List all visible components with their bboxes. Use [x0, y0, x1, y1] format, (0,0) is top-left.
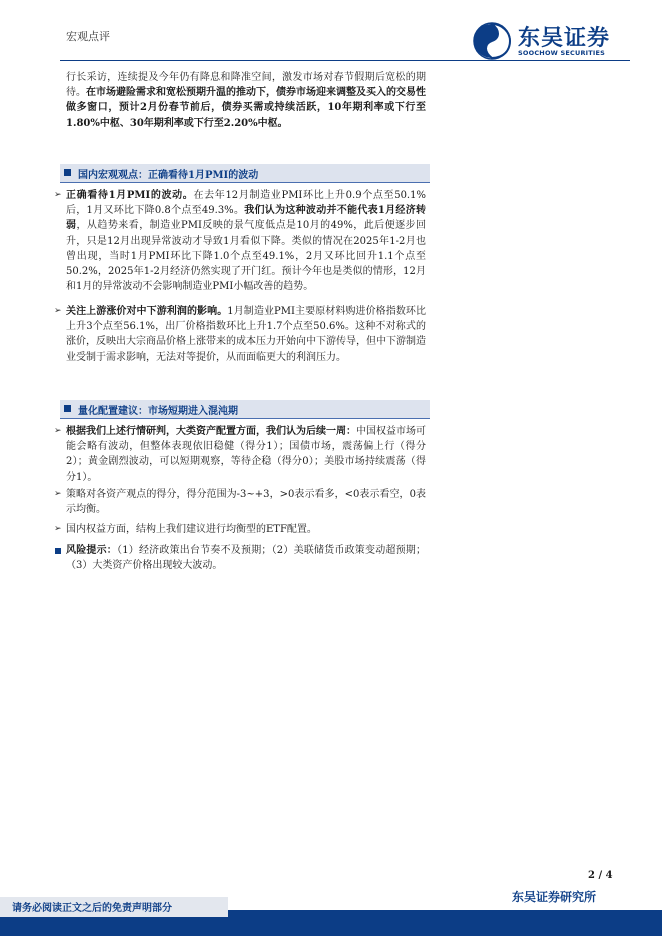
report-category: 宏观点评: [66, 30, 110, 43]
risk-note: [66, 543, 426, 573]
risk-text: （1）经济政策出台节奏不及预期；（2）美联储货币政策变动超预期；（3）大类资产价格出现较大波动。: [66, 545, 426, 572]
item-text: 在去年12月制造业PMI环比上升0.9个点至50.1%后，1月又环比下降0.8个点至49.3%。: [66, 190, 426, 217]
brand-logo: [472, 22, 622, 60]
risk-label: 风险提示：: [66, 545, 118, 556]
chevron-arrow-icon: ➢: [54, 306, 62, 316]
research-institute-name: 东吴证券研究所: [512, 890, 597, 904]
intro-bold-text: 在市场避险需求和宽松预期升温的推动下，债券市场迎来调整及买入的交易性做多窗口，预计2月份春节前后，债券买需或持续活跃，10年期利率或下行至1.80%中枢、30年期利率或下行至2.20%中枢。: [66, 87, 426, 129]
header-divider: [60, 60, 630, 61]
item-bold-text: 我们认为这种波动并不能代表1月经济转弱: [66, 205, 426, 232]
item-lead: 根据我们上述行情研判，大类资产配置方面，我们认为后续一周：: [66, 426, 356, 437]
list-item: [66, 188, 426, 294]
list-item: 国内权益方面，结构上我们建议进行均衡型的ETF配置。: [66, 524, 317, 535]
section-square-icon: [64, 405, 71, 412]
list-item: [66, 304, 426, 365]
section-title: 量化配置建议：市场短期进入混沌期: [78, 406, 238, 417]
square-bullet-icon: [55, 548, 61, 554]
chevron-arrow-icon: ➢: [54, 426, 62, 436]
logo-english-name: SOOCHOW SECURITIES: [518, 49, 606, 57]
list-item: 策略对各资产观点的得分，得分范围为-3~+3，>0表示看多，<0表示看空，0表示均衡。: [66, 489, 426, 516]
list-item: [66, 424, 426, 485]
chevron-arrow-icon: ➢: [54, 524, 62, 534]
item-text: 中国权益市场可能会略有波动，但整体表现依旧稳健（得分1）；国债市场，震荡偏上行（得分2）；黄金剧烈波动，可以短期观察，等待企稳（得分0）；美股市场持续震荡（得分1）。: [66, 426, 426, 483]
logo-chinese-name: 东吴证券: [518, 26, 611, 51]
section-header-macro: [60, 164, 430, 183]
chevron-arrow-icon: ➢: [54, 489, 62, 499]
item-lead: 正确看待1月PMI的波动。: [66, 190, 194, 201]
item-text: ，从趋势来看，制造业PMI反映的景气度低点是10月的49%，此后便逐步回升，只是12月出现异常波动才导致1月看似下降。类似的情况在2025年1-2月也曾出现，当时1月PMI环比下降1.0个点至49.1%，2月又环比回升1.1个点至50.2%，2025年1-2月经济仍然实现了开门红。预计今年也是类似的情形，12月和1月的异常波动不会影响制造业PMI小幅改善的趋势。: [66, 220, 427, 293]
logo-mark-icon: [472, 22, 512, 60]
page-number: 2 / 4: [588, 870, 613, 881]
section-header-quant: [60, 400, 430, 419]
section-title: 国内宏观观点：正确看待1月PMI的波动: [78, 170, 259, 181]
item-lead: 关注上游涨价对中下游利润的影响。: [66, 306, 228, 317]
intro-text: 行长采访，连续提及今年仍有降息和降准空间，激发市场对春节假期后宽松的期待。: [66, 72, 426, 99]
chevron-arrow-icon: ➢: [54, 190, 62, 200]
disclaimer-note: 请务必阅读正文之后的免责声明部分: [12, 903, 172, 914]
item-text: 1月制造业PMI主要原材料购进价格指数环比上升3个点至56.1%，出厂价格指数环比上升1.7个点至50.6%。这种不对称式的涨价，反映出大宗商品价格上涨带来的成本压力开始向中下游传导，但中下游制造业受制于需求影响，无法对等提价，从而面临更大的利润压力。: [66, 306, 427, 363]
section-square-icon: [64, 169, 71, 176]
intro-paragraph: [66, 70, 426, 131]
